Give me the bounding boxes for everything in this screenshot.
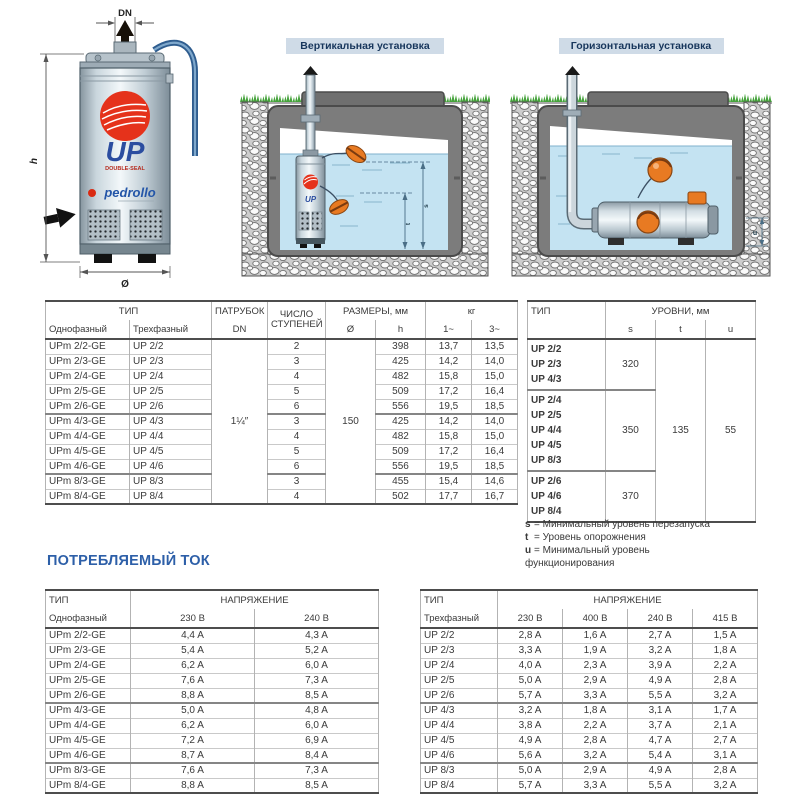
header-kg3: 3~: [472, 320, 518, 339]
table-row: [421, 718, 758, 733]
cell-model: UP 4/5: [421, 733, 498, 748]
header-steps: ЧИСЛО СТУПЕНЕЙ: [268, 301, 326, 339]
single-phase-current-table: [45, 589, 379, 794]
cell-kg3: 14,0: [472, 354, 518, 369]
cell-h: 425: [376, 414, 426, 429]
table-row: [46, 474, 518, 489]
table-row: [421, 658, 758, 673]
cell-model: UPm 2/2-GE: [46, 628, 131, 643]
cell-models: UP 2/2 UP 2/3 UP 4/3: [528, 339, 606, 390]
cell-amp: 3,3 A: [498, 643, 563, 658]
legend-item: t = Уровень опорожнения: [525, 532, 646, 543]
cell-steps: 6: [268, 459, 326, 474]
cell-model: UP 8/3: [421, 763, 498, 778]
s-label: s: [423, 204, 430, 208]
header-415v: 415 В: [693, 609, 758, 628]
header-240v: 240 В: [628, 609, 693, 628]
cell-amp: 2,8 A: [693, 763, 758, 778]
cell-steps: 5: [268, 444, 326, 459]
table-row: [46, 444, 518, 459]
cell-amp: 3,2 A: [693, 688, 758, 703]
cell-amp: 5,7 A: [498, 778, 563, 793]
cell-s: 370: [606, 471, 656, 522]
svg-text:UP: UP: [304, 195, 317, 204]
cell-amp: 6,2 A: [131, 718, 255, 733]
cell-amp: 4,0 A: [498, 658, 563, 673]
cell-kg3: 15,0: [472, 369, 518, 384]
cell-amp: 1,9 A: [563, 643, 628, 658]
cell-amp: 3,1 A: [628, 703, 693, 718]
cell-amp: 8,5 A: [255, 778, 379, 793]
legend-item: u = Минимальный уровень: [525, 545, 650, 556]
cell-kg3: 18,5: [472, 399, 518, 414]
cell-model: UPm 2/5-GE: [46, 673, 131, 688]
pump-switch-box: [688, 192, 706, 204]
cell-three: UP 2/6: [130, 399, 212, 414]
cell-model: UP 4/4: [421, 718, 498, 733]
cell-amp: 8,8 A: [131, 778, 255, 793]
cell-kg3: 16,4: [472, 384, 518, 399]
cell-kg1: 14,2: [426, 354, 472, 369]
cell-amp: 1,8 A: [563, 703, 628, 718]
cell-amp: 2,7 A: [693, 733, 758, 748]
cell-three: UP 2/5: [130, 384, 212, 399]
cell-amp: 8,8 A: [131, 688, 255, 703]
vertical-installation-figure: [240, 38, 490, 283]
cell-t: 135: [656, 339, 706, 522]
cell-model: UPm 4/3-GE: [46, 703, 131, 718]
cell-diameter: 150: [326, 339, 376, 504]
cell-amp: 3,2 A: [563, 748, 628, 763]
cell-model: UP 2/2: [421, 628, 498, 643]
cell-model: UPm 4/5-GE: [46, 733, 131, 748]
cell-steps: 4: [268, 369, 326, 384]
diameter-dimension: [80, 266, 170, 278]
cell-amp: 2,2 A: [563, 718, 628, 733]
cell-amp: 4,9 A: [498, 733, 563, 748]
cell-h: 556: [376, 459, 426, 474]
cell-model: UPm 2/6-GE: [46, 688, 131, 703]
cell-steps: 3: [268, 474, 326, 489]
cell-model: UPm 8/4-GE: [46, 778, 131, 793]
cell-kg3: 13,5: [472, 339, 518, 354]
cell-amp: 3,8 A: [498, 718, 563, 733]
cell-amp: 3,3 A: [563, 688, 628, 703]
cell-models: UP 2/6 UP 4/6 UP 8/4: [528, 471, 606, 522]
cell-steps: 4: [268, 429, 326, 444]
header-single-phase: Однофазный: [46, 320, 130, 339]
cell-kg1: 17,2: [426, 384, 472, 399]
cell-model: UP 4/3: [421, 703, 498, 718]
cell-single: UPm 4/4-GE: [46, 429, 130, 444]
cell-kg3: 18,5: [472, 459, 518, 474]
cell-amp: 2,7 A: [628, 628, 693, 643]
cell-model: UPm 4/6-GE: [46, 748, 131, 763]
header-kg1: 1~: [426, 320, 472, 339]
cell-amp: 3,9 A: [628, 658, 693, 673]
cell-amp: 4,8 A: [255, 703, 379, 718]
cell-amp: 6,0 A: [255, 658, 379, 673]
cell-h: 398: [376, 339, 426, 354]
levels-table: [527, 300, 756, 523]
cell-amp: 2,1 A: [693, 718, 758, 733]
pit-stones: [242, 102, 268, 276]
header-240v: 240 В: [255, 609, 379, 628]
table-row: [421, 643, 758, 658]
cell-amp: 3,3 A: [563, 778, 628, 793]
header-s: s: [606, 320, 656, 339]
table-row: [46, 733, 379, 748]
pump-illustration: [28, 4, 228, 292]
cell-steps: 2: [268, 339, 326, 354]
cell-amp: 5,4 A: [131, 643, 255, 658]
cell-amp: 3,7 A: [628, 718, 693, 733]
horizontal-installation-title: Горизонтальная установка: [559, 38, 724, 54]
horizontal-installation-figure: [510, 38, 772, 283]
table-row: [421, 733, 758, 748]
cell-steps: 5: [268, 384, 326, 399]
cell-amp: 7,6 A: [131, 763, 255, 778]
cell-kg1: 17,7: [426, 489, 472, 504]
cell-amp: 4,7 A: [628, 733, 693, 748]
pit-stones: [462, 102, 488, 276]
table-row: [46, 763, 379, 778]
cell-single: UPm 4/3-GE: [46, 414, 130, 429]
cell-h: 482: [376, 369, 426, 384]
header-kg: кг: [426, 301, 518, 320]
up-brand-sub: DOUBLE-SEAL: [105, 166, 145, 172]
cell-kg3: 14,6: [472, 474, 518, 489]
cell-three: UP 4/5: [130, 444, 212, 459]
cell-h: 425: [376, 354, 426, 369]
cell-steps: 3: [268, 354, 326, 369]
header-voltage: НАПРЯЖЕНИЕ: [498, 590, 758, 609]
header-voltage: НАПРЯЖЕНИЕ: [131, 590, 379, 609]
cell-amp: 5,4 A: [628, 748, 693, 763]
cell-amp: 2,3 A: [563, 658, 628, 673]
cell-single: UPm 2/5-GE: [46, 384, 130, 399]
cell-amp: 6,0 A: [255, 718, 379, 733]
header-230v: 230 В: [131, 609, 255, 628]
cell-amp: 7,6 A: [131, 673, 255, 688]
cell-kg1: 15,8: [426, 369, 472, 384]
dn-label: DN: [118, 8, 132, 19]
cell-steps: 3: [268, 414, 326, 429]
cell-amp: 8,4 A: [255, 748, 379, 763]
header-tip: ТИП: [421, 590, 498, 609]
cell-amp: 7,3 A: [255, 763, 379, 778]
levels-table-header: [528, 301, 756, 339]
h-label: h: [29, 157, 40, 165]
pedrollo-brand-text: pedrollo: [104, 185, 156, 200]
cell-amp: 1,8 A: [693, 643, 758, 658]
three-phase-current-table: [420, 589, 758, 794]
cell-amp: 5,7 A: [498, 688, 563, 703]
cell-amp: 6,9 A: [255, 733, 379, 748]
cell-s: 350: [606, 390, 656, 471]
cell-h: 502: [376, 489, 426, 504]
cell-amp: 1,6 A: [563, 628, 628, 643]
vertical-installation-title: Вертикальная установка: [286, 38, 444, 54]
cell-model: UP 4/6: [421, 748, 498, 763]
cell-kg1: 14,2: [426, 414, 472, 429]
cell-three: UP 2/3: [130, 354, 212, 369]
cell-three: UP 4/3: [130, 414, 212, 429]
table-row: [46, 414, 518, 429]
up-brand-text: UP: [105, 136, 145, 167]
cell-h: 482: [376, 429, 426, 444]
table-row: [46, 354, 518, 369]
table-row: [46, 673, 379, 688]
cell-model: UP 2/5: [421, 673, 498, 688]
header-levels: УРОВНИ, мм: [606, 301, 756, 320]
cell-amp: 5,5 A: [628, 778, 693, 793]
cell-kg1: 19,5: [426, 399, 472, 414]
inlet-arrow-icon: [42, 204, 77, 230]
cell-single: UPm 4/6-GE: [46, 459, 130, 474]
header-patrubok: ПАТРУБОК: [212, 301, 268, 320]
header-h: h: [376, 320, 426, 339]
cell-three: UP 2/2: [130, 339, 212, 354]
cell-amp: 2,8 A: [563, 733, 628, 748]
table-row: [421, 673, 758, 688]
cell-amp: 2,2 A: [693, 658, 758, 673]
pit-stones: [744, 102, 770, 276]
float-switch-icon: [637, 211, 659, 233]
cell-kg1: 15,8: [426, 429, 472, 444]
cell-u: 55: [706, 339, 756, 522]
table-row: [46, 628, 379, 643]
float-switch-icon: [648, 158, 672, 182]
cell-model: UPm 2/3-GE: [46, 643, 131, 658]
table-row: [46, 489, 518, 504]
table-row: [46, 748, 379, 763]
cell-kg1: 19,5: [426, 459, 472, 474]
table-row: [46, 643, 379, 658]
cell-three: UP 4/6: [130, 459, 212, 474]
table-row: [421, 763, 758, 778]
cell-amp: 5,0 A: [498, 673, 563, 688]
cell-amp: 8,5 A: [255, 688, 379, 703]
table-row: [46, 688, 379, 703]
pit-stones: [242, 254, 488, 276]
header-u: u: [706, 320, 756, 339]
cell-three: UP 8/4: [130, 489, 212, 504]
cell-single: UPm 4/5-GE: [46, 444, 130, 459]
cell-model: UP 8/4: [421, 778, 498, 793]
cell-kg3: 14,0: [472, 414, 518, 429]
cell-single: UPm 2/2-GE: [46, 339, 130, 354]
table-row: [46, 718, 379, 733]
horizontal-installation-scene: [510, 66, 772, 278]
table-row: [421, 688, 758, 703]
cell-amp: 2,8 A: [693, 673, 758, 688]
table-row: [46, 339, 518, 354]
cell-amp: 5,2 A: [255, 643, 379, 658]
table-row: [46, 429, 518, 444]
submersible-pump-icon: [296, 156, 325, 248]
cell-amp: 3,1 A: [693, 748, 758, 763]
table-row: [46, 459, 518, 474]
cell-dn: 1¼″: [212, 339, 268, 504]
table-row: [421, 628, 758, 643]
spec-table: [45, 300, 518, 505]
h-dimension: [40, 54, 84, 262]
table-row: [46, 369, 518, 384]
cell-model: UPm 2/4-GE: [46, 658, 131, 673]
cell-steps: 4: [268, 489, 326, 504]
cell-amp: 4,3 A: [255, 628, 379, 643]
table-row: [421, 703, 758, 718]
cell-models: UP 2/4 UP 2/5 UP 4/4 UP 4/5 UP 8/3: [528, 390, 606, 471]
t-label: t: [405, 222, 412, 226]
cell-amp: 5,0 A: [498, 763, 563, 778]
cell-amp: 1,5 A: [693, 628, 758, 643]
cell-kg1: 15,4: [426, 474, 472, 489]
cell-model: UP 2/3: [421, 643, 498, 658]
cell-amp: 8,7 A: [131, 748, 255, 763]
pump-body: [80, 68, 173, 263]
cell-amp: 1,7 A: [693, 703, 758, 718]
cell-amp: 4,9 A: [628, 673, 693, 688]
legend-item: s = Минимальный уровень перезапуска: [525, 519, 710, 530]
header-dn: DN: [212, 320, 268, 339]
legend-item-continuation: функционирования: [525, 558, 615, 569]
cell-h: 455: [376, 474, 426, 489]
cell-three: UP 2/4: [130, 369, 212, 384]
pedrollo-dot: [88, 189, 96, 197]
cell-model: UPm 4/4-GE: [46, 718, 131, 733]
current-section-title: ПОТРЕБЛЯЕМЫЙ ТОК: [47, 553, 210, 569]
cell-single: UPm 8/4-GE: [46, 489, 130, 504]
cell-kg3: 16,7: [472, 489, 518, 504]
cell-amp: 5,5 A: [628, 688, 693, 703]
table-row: [421, 748, 758, 763]
cell-amp: 4,4 A: [131, 628, 255, 643]
spec-table-header: [46, 301, 518, 339]
diameter-label: Ø: [121, 279, 129, 290]
levels-legend: [525, 518, 760, 570]
cell-kg3: 15,0: [472, 429, 518, 444]
header-phase: Трехфазный: [421, 609, 498, 628]
cell-model: UPm 8/3-GE: [46, 763, 131, 778]
cell-single: UPm 8/3-GE: [46, 474, 130, 489]
cell-single: UPm 2/6-GE: [46, 399, 130, 414]
cell-amp: 2,9 A: [563, 763, 628, 778]
table-row: [46, 778, 379, 793]
pit-stones: [512, 102, 538, 276]
cell-s: 320: [606, 339, 656, 390]
cell-single: UPm 2/4-GE: [46, 369, 130, 384]
header-sizes: РАЗМЕРЫ, мм: [326, 301, 426, 320]
table-row: [421, 778, 758, 793]
suction-grille: [88, 210, 120, 240]
header-tip: ТИП: [46, 301, 212, 320]
level-group-row: [528, 339, 756, 390]
cell-amp: 3,2 A: [693, 778, 758, 793]
cell-amp: 2,8 A: [498, 628, 563, 643]
header-t: t: [656, 320, 706, 339]
header-three-phase: Трехфазный: [130, 320, 212, 339]
cell-amp: 7,2 A: [131, 733, 255, 748]
cell-amp: 3,2 A: [628, 643, 693, 658]
cell-three: UP 4/4: [130, 429, 212, 444]
cell-three: UP 8/3: [130, 474, 212, 489]
header-tip: ТИП: [46, 590, 131, 609]
cell-steps: 6: [268, 399, 326, 414]
header-230v: 230 В: [498, 609, 563, 628]
header-diameter: Ø: [326, 320, 376, 339]
cell-amp: 4,9 A: [628, 763, 693, 778]
cell-kg3: 16,4: [472, 444, 518, 459]
cell-amp: 7,3 A: [255, 673, 379, 688]
cell-amp: 3,2 A: [498, 703, 563, 718]
suction-grille: [130, 210, 162, 240]
table-row: [46, 384, 518, 399]
cell-model: UP 2/4: [421, 658, 498, 673]
table-row: [46, 703, 379, 718]
cell-h: 509: [376, 384, 426, 399]
u-label: u: [752, 230, 758, 237]
cell-model: UP 2/6: [421, 688, 498, 703]
cell-h: 556: [376, 399, 426, 414]
cell-kg1: 13,7: [426, 339, 472, 354]
cell-single: UPm 2/3-GE: [46, 354, 130, 369]
cell-h: 509: [376, 444, 426, 459]
header-phase: Однофазный: [46, 609, 131, 628]
pit-stones: [512, 254, 770, 276]
cell-amp: 2,9 A: [563, 673, 628, 688]
table-row: [46, 399, 518, 414]
cell-amp: 5,0 A: [131, 703, 255, 718]
cell-amp: 5,6 A: [498, 748, 563, 763]
header-tip: ТИП: [528, 301, 606, 339]
cell-kg1: 17,2: [426, 444, 472, 459]
vertical-installation-scene: [240, 66, 490, 278]
cell-amp: 6,2 A: [131, 658, 255, 673]
header-400v: 400 В: [563, 609, 628, 628]
table-row: [46, 658, 379, 673]
